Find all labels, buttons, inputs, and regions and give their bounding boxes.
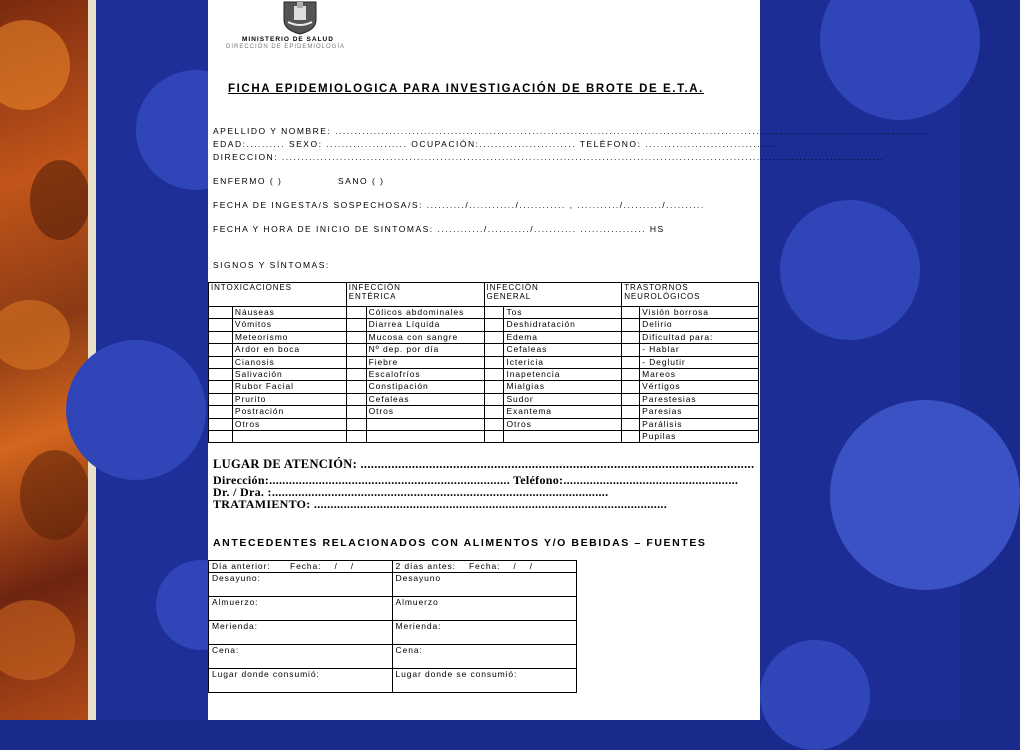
symptom-label: Inapetencia bbox=[504, 368, 622, 380]
two-days-before-cell[interactable]: Desayuno bbox=[392, 573, 576, 597]
symptom-checkbox-cell[interactable] bbox=[484, 331, 504, 343]
symptom-checkbox-cell[interactable] bbox=[346, 356, 366, 368]
address-field-line: DIRECCION: ............................................................................................................................................................ bbox=[213, 152, 885, 162]
symptom-checkbox-cell[interactable] bbox=[622, 356, 640, 368]
food-row bbox=[209, 597, 577, 621]
two-days-before-cell[interactable]: Cena: bbox=[392, 645, 576, 669]
header-general-infection: INFECCIÓN GENERAL bbox=[484, 283, 622, 307]
symptom-row bbox=[209, 418, 759, 430]
care-place-line: LUGAR DE ATENCIÓN: ................................................................................................................... bbox=[213, 457, 755, 471]
symptom-label: Otros bbox=[504, 418, 622, 430]
symptom-row bbox=[209, 430, 759, 442]
symptom-label: Postración bbox=[232, 406, 346, 418]
symptom-checkbox-cell[interactable] bbox=[484, 368, 504, 380]
background-left-texture bbox=[0, 0, 88, 720]
department-name: DIRECCIÓN DE EPIDEMIOLOGÍA bbox=[226, 44, 346, 50]
symptom-label bbox=[366, 430, 484, 442]
symptom-label: Paresias bbox=[640, 406, 759, 418]
symptom-label: Edema bbox=[504, 331, 622, 343]
symptom-checkbox-cell[interactable] bbox=[622, 344, 640, 356]
symptom-checkbox-cell[interactable] bbox=[346, 418, 366, 430]
symptom-checkbox-cell[interactable] bbox=[209, 381, 233, 393]
symptom-checkbox-cell[interactable] bbox=[346, 430, 366, 442]
symptom-checkbox-cell[interactable] bbox=[484, 418, 504, 430]
symptom-label bbox=[366, 418, 484, 430]
symptom-checkbox-cell[interactable] bbox=[622, 430, 640, 442]
previous-day-cell[interactable]: Almuerzo: bbox=[209, 597, 393, 621]
symptom-row bbox=[209, 331, 759, 343]
symptom-label: Náuseas bbox=[232, 307, 346, 319]
symptom-label: Ardor en boca bbox=[232, 344, 346, 356]
symptom-label: Constipación bbox=[366, 381, 484, 393]
symptom-checkbox-cell[interactable] bbox=[346, 381, 366, 393]
symptom-checkbox-cell[interactable] bbox=[622, 368, 640, 380]
symptom-checkbox-cell[interactable] bbox=[209, 331, 233, 343]
symptom-checkbox-cell[interactable] bbox=[209, 319, 233, 331]
symptom-checkbox-cell[interactable] bbox=[209, 368, 233, 380]
symptom-label: Cefaleas bbox=[504, 344, 622, 356]
symptom-label: Salivación bbox=[232, 368, 346, 380]
symptom-checkbox-cell[interactable] bbox=[209, 393, 233, 405]
symptom-checkbox-cell[interactable] bbox=[209, 307, 233, 319]
symptom-checkbox-cell[interactable] bbox=[209, 344, 233, 356]
previous-day-cell[interactable]: Lugar donde consumió: bbox=[209, 669, 393, 693]
symptom-checkbox-cell[interactable] bbox=[484, 430, 504, 442]
symptom-label bbox=[504, 430, 622, 442]
symptom-label: Diarrea Líquida bbox=[366, 319, 484, 331]
food-row bbox=[209, 621, 577, 645]
signs-symptoms-label: SIGNOS Y SÍNTOMAS: bbox=[213, 260, 330, 270]
symptom-checkbox-cell[interactable] bbox=[622, 381, 640, 393]
symptom-label: Mareos bbox=[640, 368, 759, 380]
food-row bbox=[209, 573, 577, 597]
symptom-label: Nº dep. por día bbox=[366, 344, 484, 356]
symptom-row bbox=[209, 356, 759, 368]
symptom-label: - Hablar bbox=[640, 344, 759, 356]
symptom-label: Prurito bbox=[232, 393, 346, 405]
ministry-crest-icon bbox=[276, 0, 324, 34]
two-days-before-cell[interactable]: Lugar donde se consumió: bbox=[392, 669, 576, 693]
age-sex-occupation-line: EDAD:.......... SEXO: ..................... OCUPACIÓN:......................... TELÉFONO: .................................. bbox=[213, 139, 777, 149]
symptom-row bbox=[209, 319, 759, 331]
symptom-label: Dificultad para: bbox=[640, 331, 759, 343]
symptom-label: Vómitos bbox=[232, 319, 346, 331]
two-days-before-cell[interactable]: Almuerzo bbox=[392, 597, 576, 621]
symptom-label: Parálisis bbox=[640, 418, 759, 430]
food-row bbox=[209, 669, 577, 693]
symptom-label: Ictericia bbox=[504, 356, 622, 368]
symptom-label: Visión borrosa bbox=[640, 307, 759, 319]
intake-date-line: FECHA DE INGESTA/S SOSPECHOSA/S: ........../............/............ , .........../........../.......... bbox=[213, 200, 705, 210]
symptom-row bbox=[209, 344, 759, 356]
header-intoxications: INTOXICACIONES bbox=[209, 283, 347, 307]
symptom-checkbox-cell[interactable] bbox=[209, 430, 233, 442]
previous-day-cell[interactable]: Cena: bbox=[209, 645, 393, 669]
symptom-checkbox-cell[interactable] bbox=[346, 344, 366, 356]
background-right-gears bbox=[760, 0, 960, 720]
symptoms-header-row bbox=[209, 283, 759, 307]
symptom-label: Exantema bbox=[504, 406, 622, 418]
symptom-checkbox-cell[interactable] bbox=[346, 331, 366, 343]
food-history-table bbox=[208, 560, 577, 693]
symptom-checkbox-cell[interactable] bbox=[484, 319, 504, 331]
symptom-row bbox=[209, 393, 759, 405]
symptom-checkbox-cell[interactable] bbox=[346, 319, 366, 331]
symptom-checkbox-cell[interactable] bbox=[209, 356, 233, 368]
symptom-label: Cefaleas bbox=[366, 393, 484, 405]
ministry-name: MINISTERIO DE SALUD bbox=[242, 36, 334, 43]
sick-checkbox-label: ENFERMO ( ) bbox=[213, 176, 283, 186]
healthy-checkbox-label: SANO ( ) bbox=[338, 176, 385, 186]
symptom-checkbox-cell[interactable] bbox=[484, 393, 504, 405]
symptom-checkbox-cell[interactable] bbox=[622, 393, 640, 405]
two-days-before-cell[interactable]: Merienda: bbox=[392, 621, 576, 645]
symptom-label: Sudor bbox=[504, 393, 622, 405]
symptom-checkbox-cell[interactable] bbox=[346, 307, 366, 319]
symptom-label: Otros bbox=[232, 418, 346, 430]
previous-day-cell[interactable]: Desayuno: bbox=[209, 573, 393, 597]
care-address-phone-line: Dirección:......................................................................... Teléfono:..................................................... bbox=[213, 473, 739, 487]
symptom-label: Otros bbox=[366, 406, 484, 418]
symptom-row bbox=[209, 368, 759, 380]
symptoms-table bbox=[208, 282, 759, 443]
symptom-label: Pupilas bbox=[640, 430, 759, 442]
symptom-checkbox-cell[interactable] bbox=[622, 406, 640, 418]
symptom-checkbox-cell[interactable] bbox=[622, 307, 640, 319]
symptom-checkbox-cell[interactable] bbox=[484, 406, 504, 418]
previous-day-cell[interactable]: Merienda: bbox=[209, 621, 393, 645]
food-header-row bbox=[209, 561, 577, 573]
symptom-onset-line: FECHA Y HORA DE INICIO DE SINTOMAS: ............/.........../........... ................. HS bbox=[213, 224, 665, 234]
symptom-checkbox-cell[interactable] bbox=[484, 381, 504, 393]
symptom-checkbox-cell[interactable] bbox=[209, 418, 233, 430]
doctor-line: Dr. / Dra. :...................................................................................................... bbox=[213, 485, 609, 499]
symptom-label: Escalofríos bbox=[366, 368, 484, 380]
symptom-checkbox-cell[interactable] bbox=[346, 368, 366, 380]
previous-day-cell[interactable]: Día anterior: Fecha: / / bbox=[209, 561, 393, 573]
symptom-checkbox-cell[interactable] bbox=[209, 406, 233, 418]
header-enteric-infection: INFECCIÓN ENTÉRICA bbox=[346, 283, 484, 307]
background-blue-left bbox=[96, 0, 208, 720]
symptom-label bbox=[232, 430, 346, 442]
symptom-row bbox=[209, 406, 759, 418]
symptom-checkbox-cell[interactable] bbox=[484, 356, 504, 368]
symptom-label: Parestesias bbox=[640, 393, 759, 405]
symptom-label: Meteorismo bbox=[232, 331, 346, 343]
form-title: FICHA EPIDEMIOLOGICA PARA INVESTIGACIÓN DE BROTE DE E.T.A. bbox=[228, 83, 704, 95]
symptom-checkbox-cell[interactable] bbox=[622, 331, 640, 343]
symptom-label: Deshidratación bbox=[504, 319, 622, 331]
two-days-before-cell[interactable]: 2 días antes: Fecha: / / bbox=[392, 561, 576, 573]
symptom-label: Cólicos abdominales bbox=[366, 307, 484, 319]
symptom-label: Vértigos bbox=[640, 381, 759, 393]
symptom-checkbox-cell[interactable] bbox=[622, 319, 640, 331]
epidemiology-form-document bbox=[208, 0, 930, 720]
symptom-label: Delirio bbox=[640, 319, 759, 331]
symptom-label: Mucosa con sangre bbox=[366, 331, 484, 343]
symptom-checkbox-cell[interactable] bbox=[346, 406, 366, 418]
symptom-row bbox=[209, 381, 759, 393]
symptom-checkbox-cell[interactable] bbox=[346, 393, 366, 405]
symptom-label: - Deglutir bbox=[640, 356, 759, 368]
symptom-checkbox-cell[interactable] bbox=[622, 418, 640, 430]
symptom-label: Tos bbox=[504, 307, 622, 319]
symptom-label: Fiebre bbox=[366, 356, 484, 368]
treatment-line: TRATAMIENTO: ........................................................................................................... bbox=[213, 497, 668, 511]
symptom-checkbox-cell[interactable] bbox=[484, 307, 504, 319]
name-field-line: APELLIDO Y NOMBRE: .......................................................................................................................................................... bbox=[213, 126, 930, 136]
symptom-row bbox=[209, 307, 759, 319]
symptom-label: Mialgias bbox=[504, 381, 622, 393]
symptom-checkbox-cell[interactable] bbox=[484, 344, 504, 356]
food-section-title: ANTECEDENTES RELACIONADOS CON ALIMENTOS Y/O BEBIDAS – FUENTES bbox=[213, 537, 707, 549]
food-row bbox=[209, 645, 577, 669]
header-neurological-disorders: TRASTORNOS NEUROLÓGICOS bbox=[622, 283, 759, 307]
symptom-label: Rubor Facial bbox=[232, 381, 346, 393]
symptom-label: Cianosis bbox=[232, 356, 346, 368]
